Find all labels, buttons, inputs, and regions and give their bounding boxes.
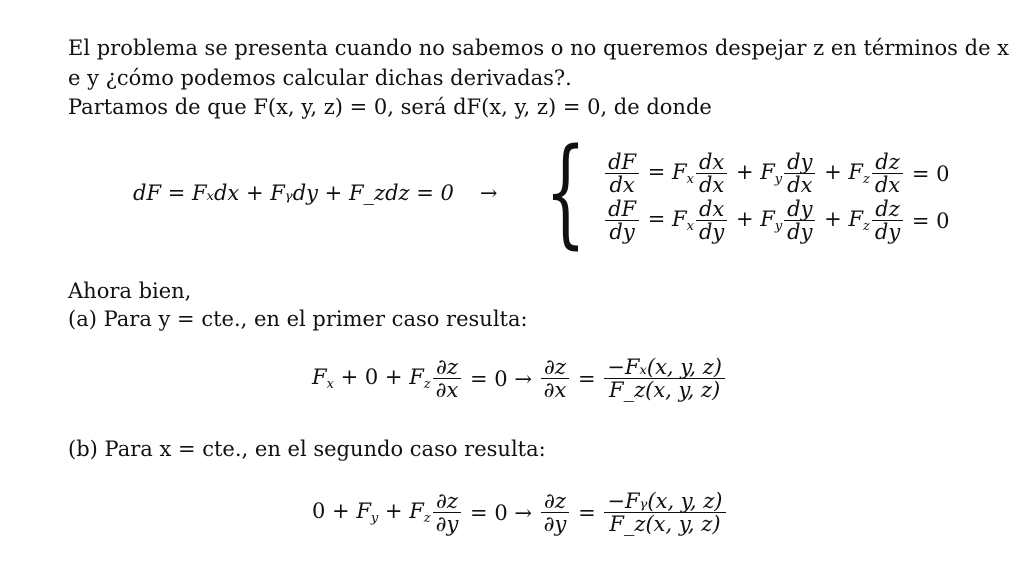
fraction-denominator: dx xyxy=(874,173,901,197)
fraction-numerator: ∂z xyxy=(433,490,461,513)
text-line-2: e y ¿cómo podemos calcular dichas derivadas?. xyxy=(68,66,572,90)
fraction-numerator: dy xyxy=(784,198,815,221)
fraction-denominator: dy xyxy=(609,220,635,244)
left-brace: { xyxy=(544,122,587,260)
fraction-denominator: dx xyxy=(609,173,635,197)
equation-case-b: $0 + F_y + F_z$ $\frac{\partial z}{\partial y}$ = 0 → $\frac{\partial z}{\partial y}$ = $\frac{\text{−Fᵧ(x, y, z)}}{F\_z(x, y, z)}$ xyxy=(312,490,728,535)
text-line-1: El problema se presenta cuando no sabemos o no queremos despejar z en términos de x xyxy=(68,36,1010,60)
fraction-denominator: ∂x xyxy=(435,378,459,402)
fraction-numerator: dx xyxy=(696,151,727,174)
system-row-x: $\frac{dF}{dx}$ = $F_x$ $\frac{dx}{dx}$ + $F_y$ $\frac{dy}{dx}$ + $F_z$ $\frac{dz}{dx}$ = 0 xyxy=(603,151,949,196)
equation-system xyxy=(528,122,950,260)
text-case-a: (a) Para y = cte., en el primer caso resulta: xyxy=(68,307,528,331)
equation-dF: dF = Fₓdx + Fᵧdy + F_zdz = 0 xyxy=(133,181,454,205)
fraction-denominator: ∂y xyxy=(435,512,459,536)
fraction-numerator: −Fᵧ(x, y, z) xyxy=(604,490,725,513)
fraction-numerator: dF xyxy=(605,151,639,174)
fraction-denominator: dx xyxy=(787,173,813,197)
fraction-numerator: ∂z xyxy=(541,356,569,379)
arrow-symbol: → xyxy=(514,500,532,525)
fraction-denominator: F_z(x, y, z) xyxy=(609,512,721,536)
fraction-numerator: dF xyxy=(605,198,639,221)
fraction-numerator: dz xyxy=(872,151,903,174)
fraction-denominator: ∂y xyxy=(543,512,567,536)
arrow-symbol: → xyxy=(479,181,498,205)
fraction-denominator: dy xyxy=(874,220,901,244)
fraction-denominator: dx xyxy=(698,173,725,197)
fraction-numerator: dz xyxy=(872,198,903,221)
text-ahora-bien: Ahora bien, xyxy=(68,279,192,303)
fraction-denominator: dy xyxy=(698,220,725,244)
arrow-symbol: → xyxy=(514,366,532,391)
equation-case-a: $F_x + 0 + F_z$ $\frac{\partial z}{\partial x}$ = 0 → $\frac{\partial z}{\partial x}$ = $\frac{\text{−Fₓ(x, y, z)}}{F\_z(x, y, z)}$ xyxy=(312,356,727,401)
fraction-denominator: F_z(x, y, z) xyxy=(609,378,721,402)
fraction-numerator: −Fₓ(x, y, z) xyxy=(604,356,725,379)
fraction-numerator: dx xyxy=(696,198,727,221)
text-case-b: (b) Para x = cte., en el segundo caso resulta: xyxy=(68,437,546,461)
system-row-y: $\frac{dF}{dy}$ = $F_x$ $\frac{dx}{dy}$ + $F_y$ $\frac{dy}{dy}$ + $F_z$ $\frac{dz}{dy}$ = 0 xyxy=(603,198,949,243)
system-rows xyxy=(603,151,949,243)
fraction-denominator: dy xyxy=(787,220,813,244)
fraction-denominator: ∂x xyxy=(543,378,567,402)
fraction-numerator: ∂z xyxy=(433,356,461,379)
fraction-numerator: ∂z xyxy=(541,490,569,513)
fraction-numerator: dy xyxy=(784,151,815,174)
equation-total-differential xyxy=(133,181,524,205)
text-line-3: Partamos de que F(x, y, z) = 0, será dF(x, y, z) = 0, de donde xyxy=(68,95,712,119)
